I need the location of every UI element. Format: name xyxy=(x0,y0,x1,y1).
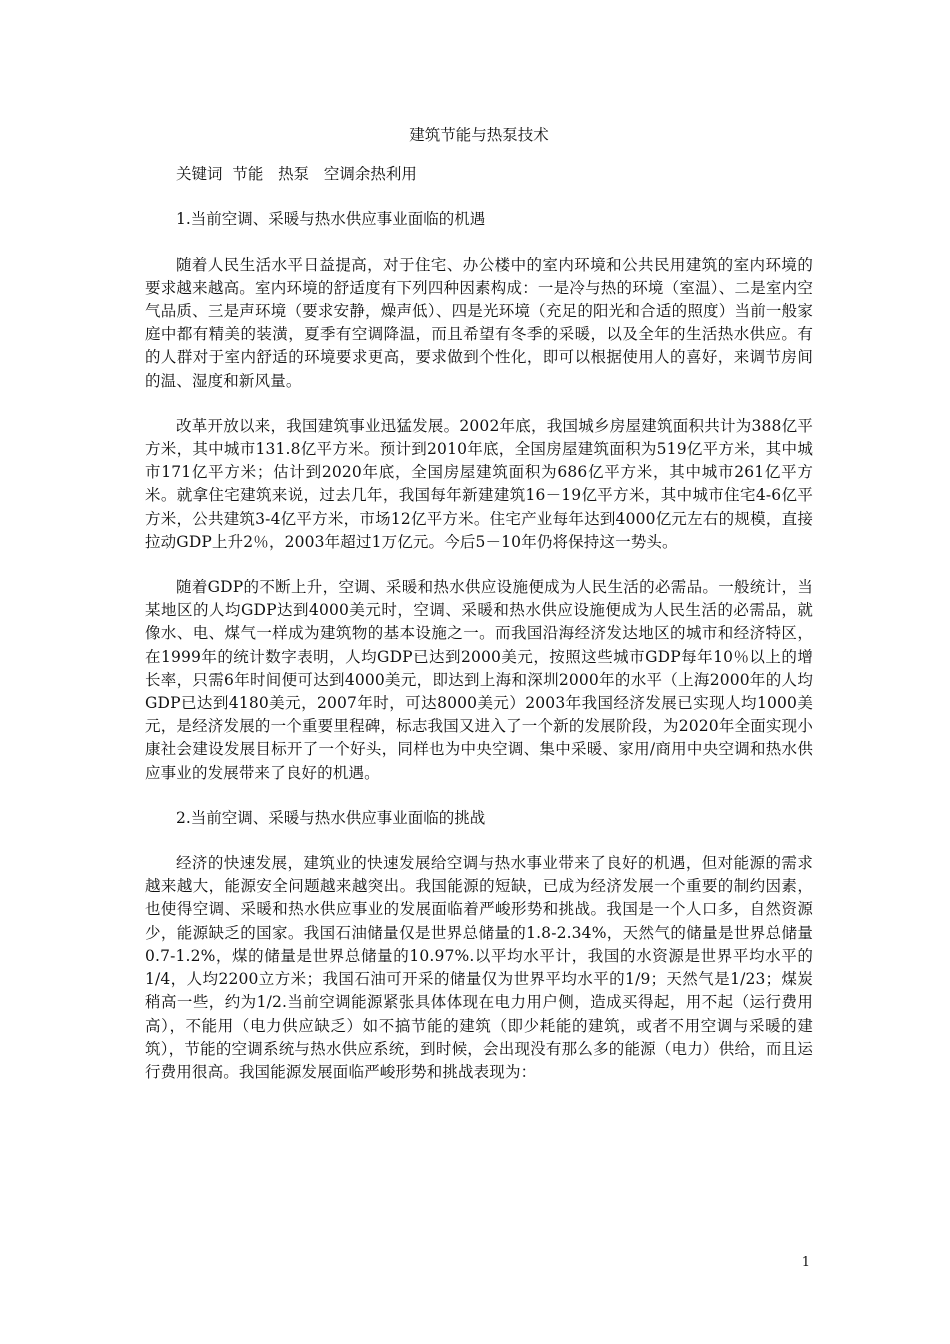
page-number: 1 xyxy=(801,1255,810,1270)
section-heading-challenges: 2.当前空调、采暖与热水供应事业面临的挑战 xyxy=(176,808,486,827)
keywords-line: 关键词 节能 热泵 空调余热利用 xyxy=(176,165,417,184)
paragraph: 经济的快速发展，建筑业的快速发展给空调与热水事业带来了良好的机遇，但对能源的需求越来越大，能源安全问题越来越突出。我国能源的短缺，已成为经济发展一个重要的制约因素，也使得空调、采暖和热水供应事业的发展面临着严峻形势和挑战。我国是一个人口多，自然资源少，能源缺乏的国家。我国石油储量仅是世界总储量的1.8-2.34%，天然气的储量是世界总储量0.7-1.2%，煤的储量是世界总储量的10.97%.以平均水平计，我国的水资源是世界平均水平的1/4，人均2200立方米；我国石油可开采的储量仅为世界平均水平的1/9；天然气是1/23；煤炭稍高一些，约为1/2.当前空调能源紧张具体体现在电力用户侧，造成买得起，用不起（运行费用高），不能用（电力供应缺乏）如不搞节能的建筑（即少耗能的建筑，或者不用空调与采暖的建筑），节能的空调系统与热水供应系统，到时候，会出现没有那么多的能源（电力）供给，而且运行费用很高。我国能源发展面临严峻形势和挑战表现为： xyxy=(145,854,813,1081)
paragraph: 改革开放以来，我国建筑事业迅猛发展。2002年底，我国城乡房屋建筑面积共计为388亿平方米，其中城市131.8亿平方米。预计到2010年底，全国房屋建筑面积为519亿平方米，其中城市171亿平方米；估计到2020年底，全国房屋建筑面积为686亿平方米，其中城市261亿平方米。就拿住宅建筑来说，过去几年，我国每年新建建筑16－19亿平方米，其中城市住宅4-6亿平方米，公共建筑3-4亿平方米，市场12亿平方米。住宅产业每年达到4000亿元左右的规模，直接拉动GDP上升2％，2003年超过1万亿元。今后5－10年仍将保持这一势头。 xyxy=(145,416,813,551)
paragraph: 随着GDP的不断上升，空调、采暖和热水供应设施便成为人民生活的必需品。一般统计，当某地区的人均GDP达到4000美元时，空调、采暖和热水供应设施便成为人民生活的必需品，就像水、电、煤气一样成为建筑物的基本设施之一。而我国沿海经济发达地区的城市和经济特区，在1999年的统计数字表明，人均GDP已达到2000美元，按照这些城市GDP每年10％以上的增长率，只需6年时间便可达到4000美元，即达到上海和深圳2000年的水平（上海2000年的人均GDP已达到4180美元，2007年时，可达8000美元）2003年我国经济发展已实现人均1000美元，是经济发展的一个重要里程碑，标志我国又进入了一个新的发展阶段，为2020年全面实现小康社会建设发展目标开了一个好头，同样也为中央空调、集中采暖、家用/商用中央空调和热水供应事业的发展带来了良好的机遇。 xyxy=(145,578,813,782)
paragraph: 随着人民生活水平日益提高，对于住宅、办公楼中的室内环境和公共民用建筑的室内环境的要求越来越高。室内环境的舒适度有下列四种因素构成：一是冷与热的环境（室温）、二是室内空气品质、三是声环境（要求安静，燥声低）、四是光环境（充足的阳光和合适的照度）当前一般家庭中都有精美的装潢，夏季有空调降温，而且希望有冬季的采暖，以及全年的生活热水供应。有的人群对于室内舒适的环境要求更高，要求做到个性化，即可以根据使用人的喜好，来调节房间的温、湿度和新风量。 xyxy=(145,255,813,390)
document-body xyxy=(145,124,813,1106)
document-title: 建筑节能与热泵技术 xyxy=(409,126,549,144)
section-heading-opportunities: 1.当前空调、采暖与热水供应事业面临的机遇 xyxy=(176,210,486,229)
